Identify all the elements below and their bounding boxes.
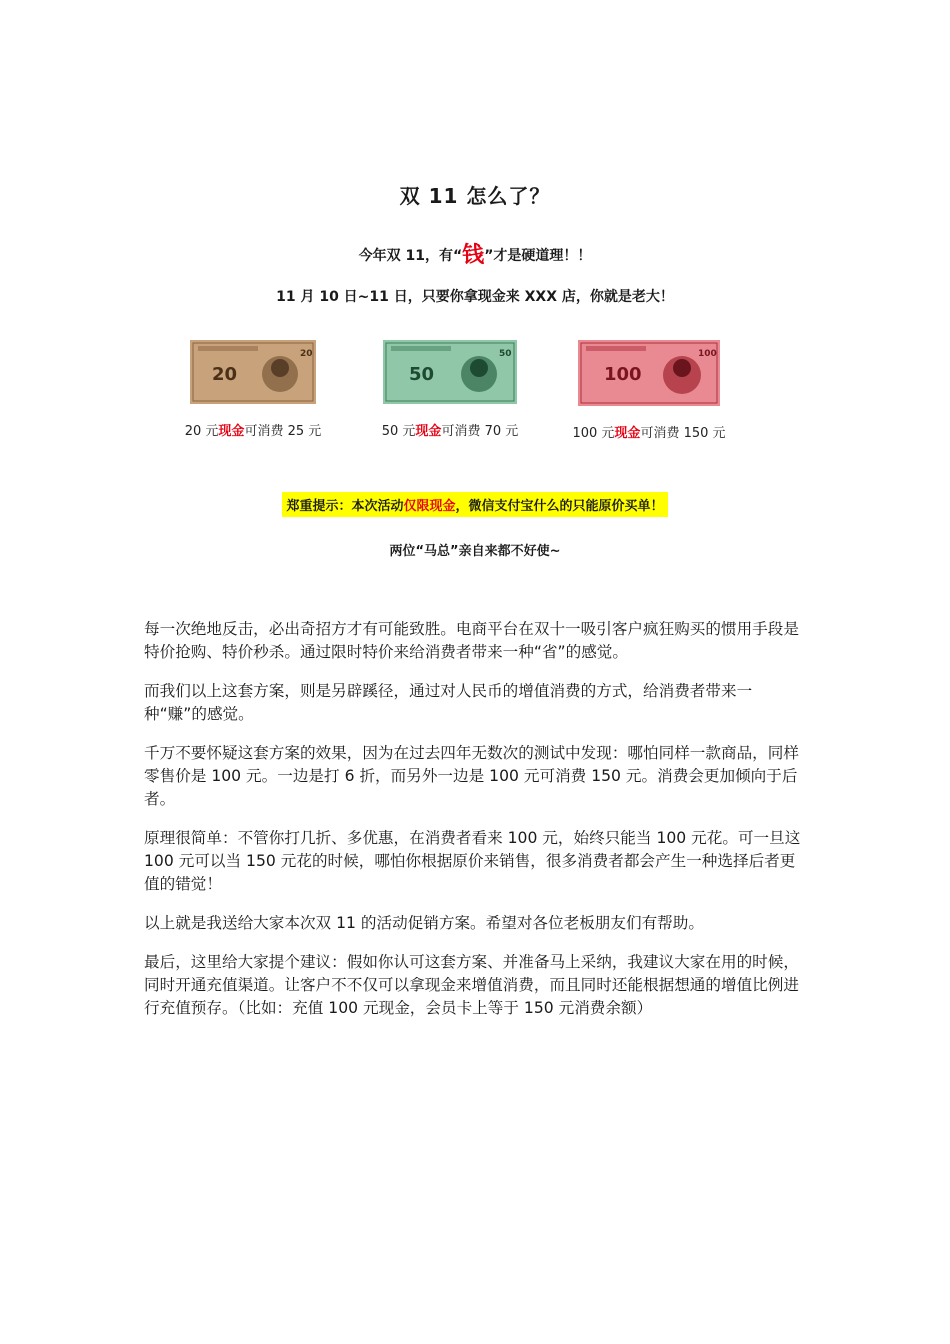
bill-caption-50: 50 元现金可消费 70 元 (381, 424, 519, 439)
bill-denom-corner: 100 (698, 349, 717, 359)
paragraph: 原理很简单：不管你打几折、多优惠，在消费者看来 100 元，始终只能当 100 元花。可一旦这 100 元可以当 150 元花的时候，哪怕你根据原价来销售，很多消费者都会产生一种选择后者更值的错觉！ (144, 829, 801, 893)
banknote-row (0, 340, 950, 450)
bill-item-20 (153, 340, 353, 439)
paragraph: 千万不要怀疑这套方案的效果，因为在过去四年无数次的测试中发现：哪怕同样一款商品，同样零售价是 100 元。一边是打 6 折，而另外一边是 100 元可消费 150 元。消费会更加倾向于后者。 (144, 744, 799, 808)
bill-denom: 100 (604, 364, 642, 385)
mazong-note: 两位“马总”亲自来都不好使~ (389, 544, 561, 559)
rmb-20-note-icon (190, 340, 316, 404)
highlight-box: 郑重提示：本次活动仅限现金，微信支付宝什么的只能原价买单！ (282, 492, 667, 517)
article-body (144, 618, 809, 1036)
bill-caption-100: 100 元现金可消费 150 元 (572, 426, 726, 441)
headline-post: 才是硬道理！！ (493, 248, 592, 264)
bill-item-100 (549, 340, 749, 441)
bill-denom-corner: 20 (300, 349, 313, 359)
headline-pre: 今年双 11，有 (358, 248, 453, 264)
bill-denom: 20 (212, 364, 238, 385)
rmb-50-note-icon (383, 340, 517, 404)
bill-denom: 50 (409, 364, 435, 385)
paragraph: 而我们以上这套方案，则是另辟蹊径，通过对人民币的增值消费的方式，给消费者带来一种“赚”的感觉。 (144, 682, 753, 723)
close-quote: ” (484, 248, 494, 264)
event-dates: 11 月 10 日~11 日，只要你拿现金来 XXX 店，你就是老大！ (276, 289, 674, 305)
cash-only-notice (0, 492, 950, 517)
paragraph: 以上就是我送给大家本次双 11 的活动促销方案。希望对各位老板朋友们有帮助。 (144, 914, 704, 932)
open-quote: “ (452, 248, 463, 264)
paragraph: 最后，这里给大家提个建议：假如你认可这套方案、并准备马上采纳，我建议大家在用的时候，同时开通充值渠道。让客户不不仅可以拿现金来增值消费，而且同时还能根据想通的增值比例进行充值预存。（比如：充值 100 元现金，会员卡上等于 150 元消费余额） (144, 953, 799, 1017)
headline-money (0, 238, 950, 269)
bill-item-50 (350, 340, 550, 439)
paragraph: 每一次绝地反击，必出奇招方才有可能致胜。电商平台在双十一吸引客户疯狂购买的惯用手段是特价抢购、特价秒杀。通过限时特价来给消费者带来一种“省”的感觉。 (144, 620, 799, 661)
bill-denom-corner: 50 (499, 349, 512, 359)
page-title: 双 11 怎么了？ (399, 184, 551, 208)
bill-caption-20: 20 元现金可消费 25 元 (184, 424, 322, 439)
rmb-100-note-icon (578, 340, 720, 406)
qian-highlight: 钱 (462, 243, 485, 268)
